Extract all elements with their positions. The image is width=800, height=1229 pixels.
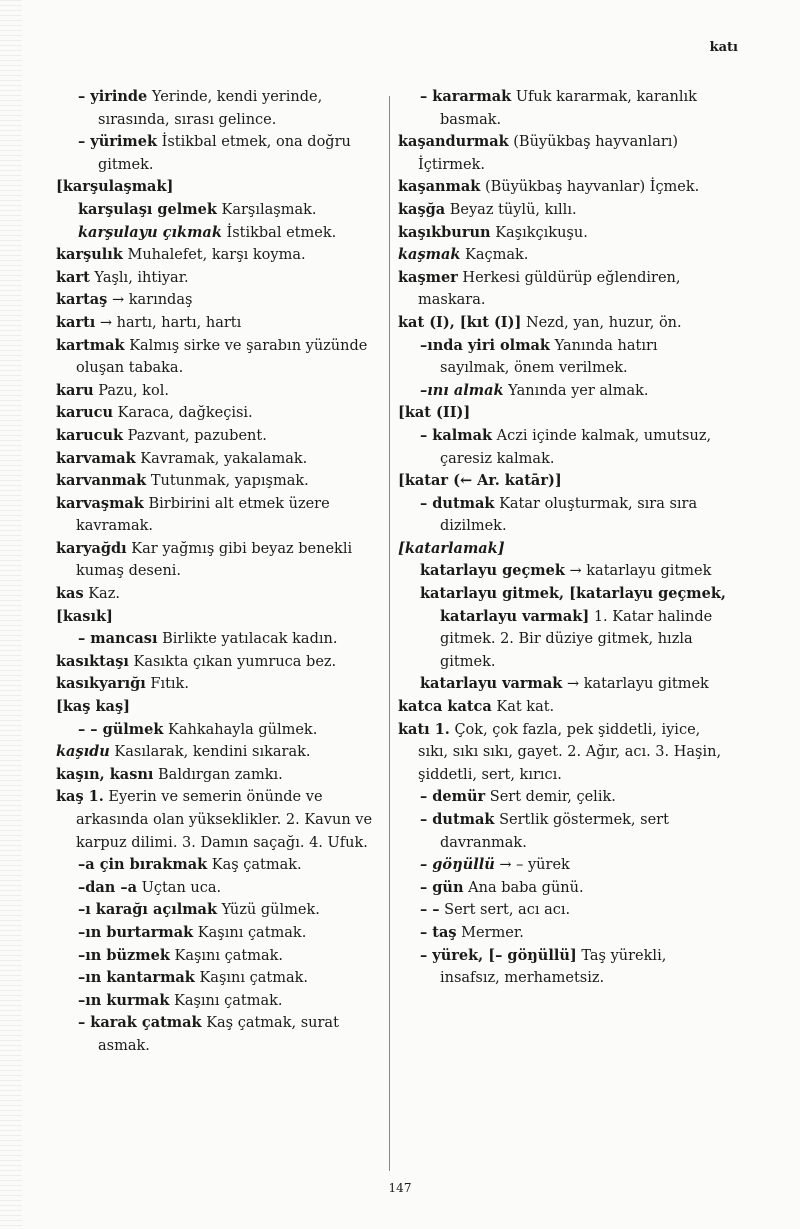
entry-definition: Kaşını çatmak. xyxy=(174,947,284,964)
entry-headword: – yirinde xyxy=(78,88,148,105)
entry-headword: karvamak xyxy=(56,449,136,467)
entry-definition: (Büyükbaş hayvanları) İçtirmek. xyxy=(418,134,679,173)
entry-definition: Yüzü gülmek. xyxy=(221,902,320,919)
entry-definition: Kaş çatmak, surat asmak. xyxy=(98,1015,339,1054)
entry-definition: Kaçmak. xyxy=(465,247,529,264)
entry-definition: Birbirini alt etmek üzere kavramak. xyxy=(76,495,330,535)
dictionary-entry xyxy=(398,560,726,583)
entry-definition: Mermer. xyxy=(461,924,524,941)
dictionary-entry xyxy=(56,289,382,312)
entry-definition: Taş yürekli, insafsız, merhametsiz. xyxy=(440,947,667,987)
entry-headword: [kat (II)] xyxy=(398,404,471,422)
entry-definition: Kahkahayla gülmek. xyxy=(168,721,318,738)
entry-definition: Karşılaşmak. xyxy=(221,201,317,218)
dictionary-entry xyxy=(56,312,382,335)
entry-headword: kaşıdu xyxy=(56,743,110,761)
dictionary-entry xyxy=(56,877,382,900)
dictionary-entry xyxy=(398,199,726,222)
entry-definition: Aczi içinde kalmak, umutsuz, çaresiz kalmak. xyxy=(440,427,712,467)
entry-definition: → – yürek xyxy=(499,857,570,874)
dictionary-entry xyxy=(56,131,382,176)
entry-definition: Kat kat. xyxy=(496,699,555,716)
entry-headword: karucu xyxy=(56,404,113,422)
dictionary-entry xyxy=(56,448,382,471)
entry-definition: Kaşını çatmak. xyxy=(197,924,307,941)
dictionary-entry xyxy=(398,945,726,990)
entry-headword: katarlayu varmak xyxy=(420,675,563,693)
dictionary-entry xyxy=(398,854,726,877)
entry-headword: kaş 1. xyxy=(56,788,104,806)
entry-headword: kart xyxy=(56,268,90,286)
entry-headword: – – gülmek xyxy=(78,720,164,738)
entry-headword: – yürimek xyxy=(78,133,158,151)
entry-definition: Sert demir, çelik. xyxy=(489,789,616,806)
entry-definition: Kaz. xyxy=(88,586,120,603)
entry-definition: İstikbal etmek. xyxy=(226,224,337,241)
entry-headword: [katar (← Ar. katār)] xyxy=(398,472,562,490)
entry-definition: Çok, çok fazla, pek şiddetli, iyice, sıkı, sıkı sıkı, gayet. 2. Ağır, acı. 3. Haşin, şiddetli, sert, kırıcı. xyxy=(418,721,722,783)
entry-headword: – kalmak xyxy=(420,426,493,444)
dictionary-entry xyxy=(56,380,382,403)
entry-headword: kasıkyarığı xyxy=(56,675,146,693)
entry-headword: kasıktaşı xyxy=(56,652,129,670)
dictionary-entry xyxy=(56,719,382,742)
dictionary-entry xyxy=(56,606,382,629)
entry-definition: Yanında yer almak. xyxy=(508,382,649,399)
dictionary-entry xyxy=(56,199,382,222)
entry-headword: – dutmak xyxy=(420,811,495,828)
entry-definition: Birlikte yatılacak kadın. xyxy=(162,631,338,648)
entry-headword: kartmak xyxy=(56,336,125,354)
dictionary-entry xyxy=(56,86,382,131)
dictionary-entry xyxy=(398,922,726,945)
entry-headword: katı 1. xyxy=(398,720,450,738)
dictionary-entry xyxy=(56,267,382,290)
entry-headword: katarlayu gitmek, [katarlayu geçmek, katarlayu varmak] xyxy=(420,585,726,625)
entry-headword: karvaşmak xyxy=(56,494,144,512)
entry-headword: karyağdı xyxy=(56,539,127,557)
dictionary-entry xyxy=(56,628,382,651)
dictionary-entry xyxy=(56,335,382,380)
entry-definition: Kasılarak, kendini sıkarak. xyxy=(114,744,311,761)
entry-definition: Ana baba günü. xyxy=(468,879,584,896)
entry-headword: –ın kantarmak xyxy=(78,969,195,987)
entry-definition: İstikbal etmek, ona doğru gitmek. xyxy=(98,134,351,173)
dictionary-entry xyxy=(398,786,726,809)
dictionary-entry xyxy=(56,402,382,425)
dictionary-entry xyxy=(398,267,726,312)
dictionary-entry xyxy=(398,86,726,131)
dictionary-entry xyxy=(398,380,726,403)
entry-headword: kaşğa xyxy=(398,200,446,218)
dictionary-entry xyxy=(56,651,382,674)
entry-headword: – yürek, [– göŋüllü] xyxy=(420,946,577,964)
entry-headword: –dan –a xyxy=(78,878,138,896)
dictionary-entry xyxy=(56,244,382,267)
entry-headword: –ını almak xyxy=(420,381,504,399)
dictionary-entry xyxy=(398,176,726,199)
entry-definition: (Büyükbaş hayvanlar) İçmek. xyxy=(484,179,700,196)
dictionary-entry xyxy=(56,764,382,787)
right-column xyxy=(398,86,726,990)
dictionary-entry xyxy=(56,425,382,448)
entry-headword: kartı xyxy=(56,313,96,331)
dictionary-entry xyxy=(398,899,726,922)
entry-headword: –ında yiri olmak xyxy=(420,336,550,354)
running-head: katı xyxy=(709,40,738,55)
dictionary-entry xyxy=(56,493,382,538)
dictionary-entry xyxy=(56,899,382,922)
entry-headword: kaşandurmak xyxy=(398,133,509,151)
entry-definition: Karaca, dağkeçisi. xyxy=(117,405,253,422)
dictionary-entry xyxy=(56,176,382,199)
entry-headword: katca katca xyxy=(398,698,492,716)
entry-definition: Kaşını çatmak. xyxy=(173,992,283,1009)
dictionary-entry xyxy=(56,990,382,1013)
entry-headword: karvanmak xyxy=(56,472,147,490)
entry-definition: Herkesi güldürüp eğlendiren, maskara. xyxy=(418,269,681,309)
dictionary-entry xyxy=(56,922,382,945)
entry-headword: – taş xyxy=(420,923,457,941)
entry-headword: – – xyxy=(420,901,440,919)
entry-definition: Yaşlı, ihtiyar. xyxy=(94,269,189,286)
entry-definition: → katarlayu gitmek xyxy=(566,676,709,693)
left-column xyxy=(56,86,382,1058)
dictionary-entry xyxy=(56,854,382,877)
entry-definition: Sertlik göstermek, sert davranmak. xyxy=(440,812,669,851)
dictionary-entry xyxy=(56,470,382,493)
entry-headword: –ın kurmak xyxy=(78,991,170,1009)
entry-definition: 1. Katar halinde gitmek. 2. Bir düziye gitmek, hızla gitmek. xyxy=(440,608,713,670)
dictionary-entry xyxy=(398,696,726,719)
entry-definition: Fıtık. xyxy=(150,676,189,693)
dictionary-entry xyxy=(398,222,726,245)
dictionary-entry xyxy=(56,786,382,854)
entry-definition: Yerinde, kendi yerinde, sırasında, sırası gelince. xyxy=(98,89,323,128)
entry-headword: – kararmak xyxy=(420,88,512,105)
entry-headword: – demür xyxy=(420,788,486,806)
entry-headword: –ın burtarmak xyxy=(78,923,194,941)
dictionary-entry xyxy=(56,945,382,968)
entry-definition: Kar yağmış gibi beyaz benekli kumaş deseni. xyxy=(76,540,353,580)
entry-headword: –ın büzmek xyxy=(78,946,170,964)
entry-headword: karşulık xyxy=(56,246,123,264)
dictionary-entry xyxy=(56,673,382,696)
entry-headword: – karak çatmak xyxy=(78,1014,202,1032)
dictionary-entry xyxy=(398,402,726,425)
entry-headword: kas xyxy=(56,585,84,603)
dictionary-entry xyxy=(56,741,382,764)
entry-definition: Kaşıkçıkuşu. xyxy=(495,224,588,241)
dictionary-entry xyxy=(56,583,382,606)
entry-definition: Kaş çatmak. xyxy=(211,857,302,874)
entry-definition: Yanında hatırı sayılmak, önem verilmek. xyxy=(440,337,658,377)
dictionary-entry xyxy=(398,719,726,787)
entry-definition: Beyaz tüylü, kıllı. xyxy=(449,201,577,218)
dictionary-entry xyxy=(398,673,726,696)
entry-definition: Eyerin ve semerin önünde ve arkasında olan yükseklikler. 2. Kavun ve karpuz dilimi. 3. Damın saçağı. 4. Ufuk. xyxy=(76,789,373,851)
entry-headword: –ı karağı açılmak xyxy=(78,901,218,919)
entry-headword: [katarlamak] xyxy=(398,539,505,557)
entry-headword: kaşmer xyxy=(398,268,458,286)
entry-definition: Tutunmak, yapışmak. xyxy=(150,473,309,490)
scan-edge-noise xyxy=(0,0,22,1229)
entry-headword: – göŋüllü xyxy=(420,856,495,874)
entry-headword: karşulaşı gelmek xyxy=(78,200,217,218)
entry-headword: kat (I), [kıt (I)] xyxy=(398,313,522,331)
dictionary-entry xyxy=(398,425,726,470)
entry-definition: Pazvant, pazubent. xyxy=(127,427,267,444)
entry-headword: – gün xyxy=(420,878,464,896)
entry-headword: – mancası xyxy=(78,630,158,648)
dictionary-entry xyxy=(56,222,382,245)
dictionary-entry xyxy=(398,244,726,267)
entry-definition: → katarlayu gitmek xyxy=(569,563,712,580)
entry-definition: Sert sert, acı acı. xyxy=(444,902,571,919)
column-divider xyxy=(389,96,390,1171)
entry-headword: katarlayu geçmek xyxy=(420,562,565,580)
entry-headword: [kaş kaş] xyxy=(56,698,130,716)
dictionary-entry xyxy=(56,696,382,719)
entry-headword: kaşın, kasnı xyxy=(56,765,154,783)
entry-definition: Nezd, yan, huzur, ön. xyxy=(525,314,682,331)
entry-headword: [kasık] xyxy=(56,607,113,625)
entry-definition: Pazu, kol. xyxy=(98,382,169,399)
entry-definition: → hartı, hartı, hartı xyxy=(99,314,242,331)
entry-definition: → karındaş xyxy=(111,292,193,309)
entry-headword: karşulayu çıkmak xyxy=(78,223,222,241)
dictionary-entry xyxy=(56,1012,382,1057)
dictionary-entry xyxy=(398,335,726,380)
dictionary-entry xyxy=(398,470,726,493)
entry-headword: kartaş xyxy=(56,291,108,309)
dictionary-entry xyxy=(398,131,726,176)
entry-definition: Kavramak, yakalamak. xyxy=(140,450,308,467)
dictionary-entry xyxy=(398,809,726,854)
dictionary-entry xyxy=(398,877,726,900)
entry-definition: Kasıkta çıkan yumruca bez. xyxy=(133,653,337,670)
entry-headword: karu xyxy=(56,381,94,399)
entry-definition: Uçtan uca. xyxy=(141,879,222,896)
page-number: 147 xyxy=(388,1181,412,1195)
entry-definition: Katar oluşturmak, sıra sıra dizilmek. xyxy=(440,495,698,535)
entry-headword: [karşulaşmak] xyxy=(56,178,174,196)
dictionary-entry xyxy=(398,583,726,673)
entry-headword: –a çin bırakmak xyxy=(78,856,208,874)
entry-headword: karucuk xyxy=(56,426,124,444)
entry-definition: Muhalefet, karşı koyma. xyxy=(127,247,306,264)
dictionary-entry xyxy=(398,538,726,561)
entry-definition: Ufuk kararmak, karanlık basmak. xyxy=(440,89,697,128)
entry-definition: Baldırgan zamkı. xyxy=(158,766,283,783)
entry-definition: Kalmış sirke ve şarabın yüzünde oluşan tabaka. xyxy=(76,337,368,377)
dictionary-entry xyxy=(56,538,382,583)
entry-headword: – dutmak xyxy=(420,494,495,512)
entry-headword: kaşanmak xyxy=(398,178,481,196)
entry-headword: kaşıkburun xyxy=(398,223,491,241)
entry-definition: Kaşını çatmak. xyxy=(199,970,308,987)
dictionary-entry xyxy=(398,493,726,538)
dictionary-entry xyxy=(398,312,726,335)
entry-headword: kaşmak xyxy=(398,246,461,264)
dictionary-entry xyxy=(56,967,382,990)
